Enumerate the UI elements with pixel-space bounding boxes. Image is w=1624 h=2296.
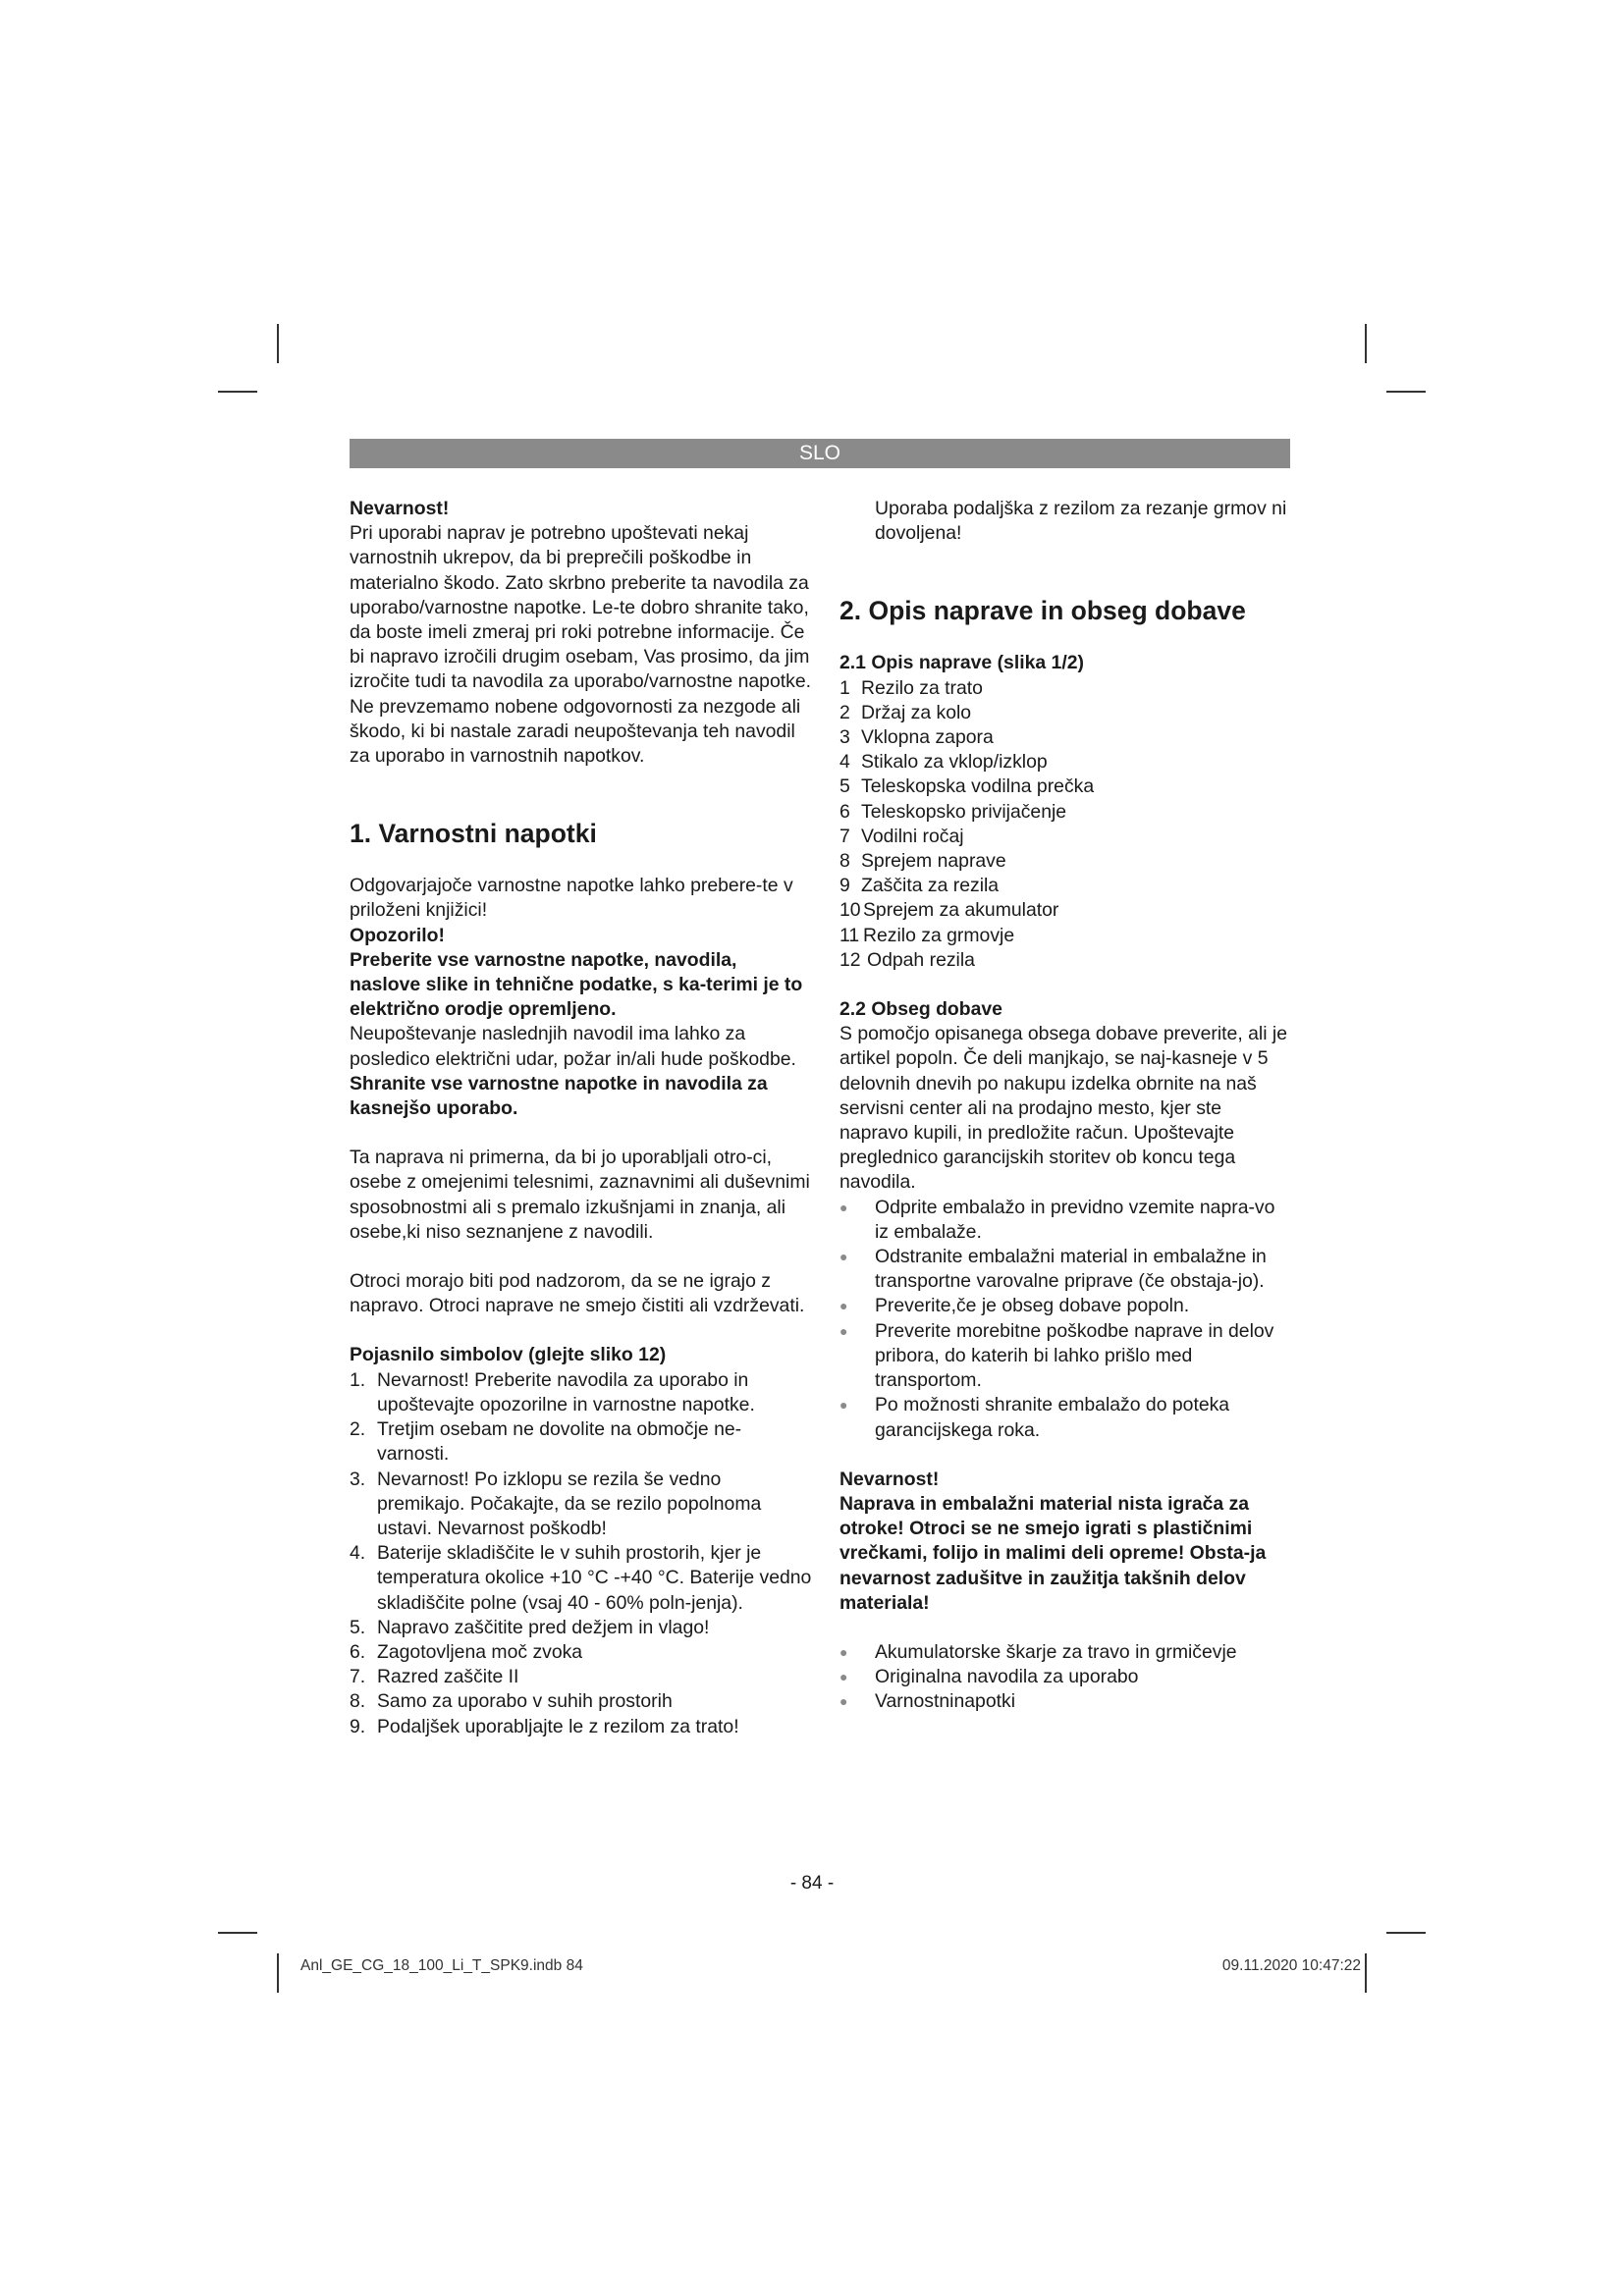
list-item: 1 Rezilo za trato xyxy=(839,676,983,699)
crop-mark xyxy=(218,1932,257,1934)
list-item: 2 Držaj za kolo xyxy=(839,701,972,723)
list-item: 6 Teleskopsko privijačenje xyxy=(839,800,1067,823)
danger2-text: Naprava in embalažni material nista igrača za otroke! Otroci se ne smejo igrati s plastičnimi vrečkami, folijo in malimi deli opreme! Obsta-ja nevarnost zadušitve in zaužitja takšnih delov materiala! xyxy=(839,1492,1267,1614)
users-paragraph: Ta naprava ni primerna, da bi jo uporabljali otro-ci, osebe z omejenimi telesnimi, zaznavnimi ali duševnimi sposobnostmi ali s premalo izkušnjami in znanja, ali osebe,ki niso seznanjene z navodili. xyxy=(350,1147,810,1243)
danger-text: Pri uporabi naprav je potrebno upoštevati nekaj varnostnih ukrepov, da bi preprečili poškodbe in materialno škodo. Zato skrbno preberite ta navodila za uporabo/varnostne napotke. Le-te dobro shranite tako, da boste imeli zmeraj pri roki potrebne informacije. Če bi napravo izročili drugim osebam, Vas prosimo, da jim izročite tudi ta navodila za uporabo/varnostne napotke. Ne prevzemamo nobene odgovornosti za nezgode ali škodo, ki bi nastale zaradi neupoštevanja teh navodil za uporabo in varnostnih napotkov. xyxy=(350,522,811,768)
list-item: 5 Teleskopska vodilna prečka xyxy=(839,775,1095,798)
crop-mark xyxy=(1386,391,1426,393)
list-item: 9. Podaljšek uporabljajte le z rezilom za trato! xyxy=(350,1715,739,1737)
right-column xyxy=(839,497,1291,1715)
list-item: 8 Sprejem naprave xyxy=(839,850,1006,873)
parts-list xyxy=(839,676,1291,973)
list-item: 4. Baterije skladiščite le v suhih prostorih, kjer je temperatura okolice +10 °C -+40 °C. Baterije vedno skladiščite polne (vsaj 40 - 60% poln-jenja). xyxy=(350,1542,812,1614)
children-paragraph: Otroci morajo biti pod nadzorom, da se ne igrajo z napravo. Otroci naprave ne smejo čistiti ali vzdrževati. xyxy=(350,1270,805,1317)
footer-datetime: 09.11.2020 10:47:22 xyxy=(1221,1957,1361,1974)
list-item: 12 Odpah rezila xyxy=(839,948,975,971)
crop-mark xyxy=(277,324,279,363)
list-item: ● Akumulatorske škarje za travo in grmičevje xyxy=(839,1640,1291,1665)
list-item: ● Originalna navodila za uporabo xyxy=(839,1665,1291,1689)
footer-file: Anl_GE_CG_18_100_Li_T_SPK9.indb 84 xyxy=(300,1957,583,1974)
page-number: - 84 - xyxy=(789,1873,835,1894)
list-item: 4 Stikalo za vklop/izklop xyxy=(839,751,1048,774)
crop-mark xyxy=(1365,324,1367,363)
language-bar: SLO xyxy=(350,439,1290,468)
crop-mark xyxy=(1365,1953,1367,1993)
subsection-2-1-heading: 2.1 Opis naprave (slika 1/2) xyxy=(839,652,1084,674)
list-item: ● Po možnosti shranite embalažo do poteka garancijskega roka. xyxy=(839,1393,1291,1442)
bullet-icon: ● xyxy=(839,1669,848,1685)
package-contents xyxy=(839,1640,1291,1715)
left-column xyxy=(350,497,813,1739)
list-item: ● Preverite,če je obseg dobave popoln. xyxy=(839,1294,1291,1318)
crop-mark xyxy=(1386,1932,1426,1934)
symbols-heading: Pojasnilo simbolov (glejte sliko 12) xyxy=(350,1344,667,1366)
warning-title: Opozorilo! xyxy=(350,924,445,946)
list-item: 7 Vodilni ročaj xyxy=(839,825,964,847)
warning-text: Neupoštevanje naslednjih navodil ima lahko za posledico električni udar, požar in/ali hude poškodbe. xyxy=(350,1023,796,1070)
symbols-list xyxy=(350,1368,813,1739)
section1-intro: Odgovarjajoče varnostne napotke lahko prebere-te v priloženi knjižici! xyxy=(350,875,793,922)
list-item: 6. Zagotovljena moč zvoka xyxy=(350,1640,583,1663)
list-item: 9 Zaščita za rezila xyxy=(839,875,1000,897)
subsection-2-2-text: S pomočjo opisanega obsega dobave preverite, ali je artikel popoln. Če deli manjkajo, se naj-kasneje v 5 delovnih dnevih po nakupu izdelka obrnite na naš servisni center ali na prodajno mesto, kjer ste napravo kupili, in predložite račun. Upoštevajte preglednico garancijskih storitev ob koncu tega navodila. xyxy=(839,1023,1287,1194)
list-item: 8. Samo za uporabo v suhih prostorih xyxy=(350,1690,673,1713)
bullet-icon: ● xyxy=(839,1298,848,1314)
bullet-icon: ● xyxy=(839,1643,848,1660)
bullet-icon: ● xyxy=(839,1199,848,1215)
list-item: 7. Razred zaščite II xyxy=(350,1666,519,1688)
list-item: ● Odstranite embalažni material in embalažne in transportne varovalne priprave (če obstaja-jo). xyxy=(839,1245,1291,1294)
list-item: 5. Napravo zaščitite pred dežjem in vlago! xyxy=(350,1616,710,1638)
continuation-text: Uporaba podaljška z rezilom za rezanje grmov ni dovoljena! xyxy=(875,498,1287,545)
list-item: 10 Sprejem za akumulator xyxy=(839,899,1059,922)
section2-heading: 2. Opis naprave in obseg dobave xyxy=(839,596,1246,626)
list-item: ● Odprite embalažo in previdno vzemite napra-vo iz embalaže. xyxy=(839,1196,1291,1245)
bullet-icon: ● xyxy=(839,1693,848,1710)
bullet-icon: ● xyxy=(839,1322,848,1339)
crop-mark xyxy=(218,391,257,393)
danger2-title: Nevarnost! xyxy=(839,1468,940,1490)
section1-heading: 1. Varnostni napotki xyxy=(350,819,597,849)
list-item: 1. Nevarnost! Preberite navodila za uporabo in upoštevajte opozorilne in varnostne napotke. xyxy=(350,1368,755,1415)
list-item: 2. Tretjim osebam ne dovolite na območje ne-varnosti. xyxy=(350,1418,742,1466)
danger-title: Nevarnost! xyxy=(350,498,450,519)
list-item: 3 Vklopna zapora xyxy=(839,726,994,749)
bullet-icon: ● xyxy=(839,1249,848,1265)
warning-bold: Preberite vse varnostne napotke, navodila, naslove slike in tehnične podatke, s ka-terimi je to električno orodje opremljeno. xyxy=(350,948,803,1021)
list-item: 11 Rezilo za grmovje xyxy=(839,924,1015,946)
list-item: ● Varnostninapotki xyxy=(839,1689,1291,1714)
keep-instructions: Shranite vse varnostne napotke in navodila za kasnejšo uporabo. xyxy=(350,1072,768,1120)
list-item: ● Preverite morebitne poškodbe naprave in delov pribora, do katerih bi lahko prišlo med transportom. xyxy=(839,1319,1291,1394)
subsection-2-2-heading: 2.2 Obseg dobave xyxy=(839,998,1002,1021)
unpacking-steps xyxy=(839,1196,1291,1443)
crop-mark xyxy=(277,1953,279,1993)
bullet-icon: ● xyxy=(839,1397,848,1414)
list-item: 3. Nevarnost! Po izklopu se rezila še vedno premikajo. Počakajte, da se rezilo popolnoma ustavi. Nevarnost poškodb! xyxy=(350,1468,762,1539)
